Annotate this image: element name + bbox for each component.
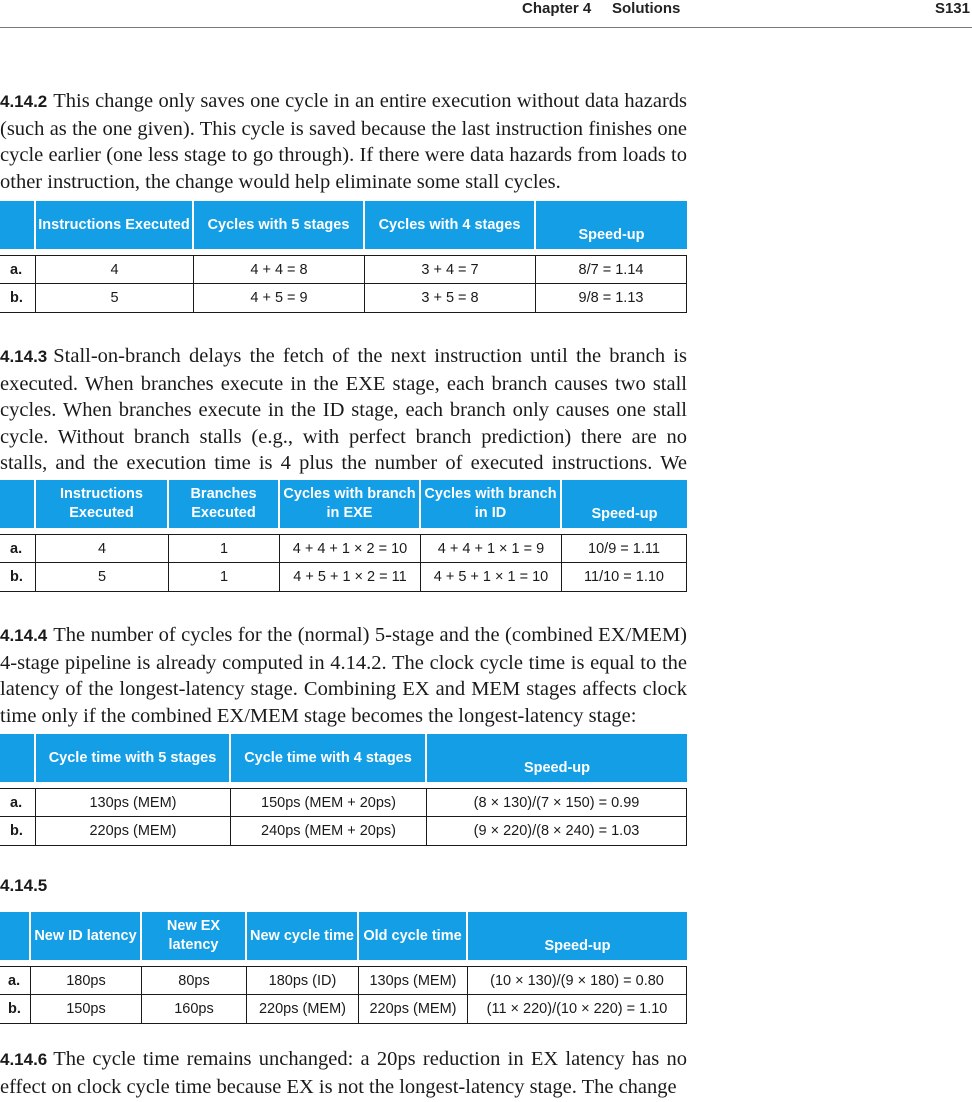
table-cell: 150ps bbox=[31, 995, 142, 1024]
table-cell: 180ps bbox=[31, 966, 142, 995]
row-label: b. bbox=[0, 817, 36, 846]
column-header: Cycle time with 4 stages bbox=[231, 734, 427, 782]
paragraph-text: The number of cycles for the (normal) 5-stage and the (combined EX/MEM) 4-stage pipeline is already computed in 4.14.2. The clock cycle time is equal to the latency of the longest-latency stage. Combining EX and MEM stages affects clock time only if the combined EX/MEM stage becomes the longest-latency stage: bbox=[0, 624, 687, 727]
table-4-14-5 bbox=[0, 912, 687, 1024]
table-cell: 4 + 4 = 8 bbox=[194, 255, 365, 284]
table-cell: 220ps (MEM) bbox=[359, 995, 468, 1024]
row-label: a. bbox=[0, 966, 31, 995]
table-cell: 1 bbox=[169, 563, 280, 592]
table-cell: 160ps bbox=[142, 995, 247, 1024]
table-cell: 5 bbox=[36, 284, 194, 313]
row-label-header bbox=[0, 734, 36, 782]
table-cell: 4 + 5 + 1 × 1 = 10 bbox=[421, 563, 562, 592]
column-header: Cycles with branch in EXE bbox=[280, 480, 421, 528]
table-row bbox=[0, 817, 687, 846]
column-header: Cycles with branch in ID bbox=[421, 480, 562, 528]
column-header: Cycle time with 5 stages bbox=[36, 734, 231, 782]
row-label: a. bbox=[0, 788, 36, 817]
table-cell: 4 bbox=[36, 534, 169, 563]
row-label: b. bbox=[0, 995, 31, 1024]
column-header: Speed-up bbox=[468, 912, 687, 960]
row-label: a. bbox=[0, 534, 36, 563]
table-cell: 5 bbox=[36, 563, 169, 592]
section-number: 4.14.4 bbox=[0, 626, 48, 645]
table-4-14-4 bbox=[0, 734, 687, 846]
table-4-14-3 bbox=[0, 480, 687, 592]
column-header: Old cycle time bbox=[359, 912, 468, 960]
paragraph-text: This change only saves one cycle in an entire execution without data hazards (such as the one given). This cycle is saved because the last instruction finishes one cycle earlier (one less stage to go through). If there were data hazards from loads to other instruction, the change would help eliminate some stall cycles. bbox=[0, 90, 687, 193]
table-cell: 180ps (ID) bbox=[247, 966, 359, 995]
section-number: 4.14.5 bbox=[0, 876, 48, 895]
table-row bbox=[0, 255, 687, 284]
table-row bbox=[0, 788, 687, 817]
table-row bbox=[0, 534, 687, 563]
table-row bbox=[0, 966, 687, 995]
table-header-row bbox=[0, 734, 687, 782]
table-cell: 4 bbox=[36, 255, 194, 284]
row-label-header bbox=[0, 480, 36, 528]
table-cell: 11/10 = 1.10 bbox=[562, 563, 687, 592]
table-cell: (10 × 130)/(9 × 180) = 0.80 bbox=[468, 966, 687, 995]
table-cell: (9 × 220)/(8 × 240) = 1.03 bbox=[427, 817, 687, 846]
paragraph-text: Stall-on-branch delays the fetch of the next instruction until the branch is executed. When branches execute in the EXE stage, each branch causes two stall cycles. When branches execute in the ID stage, each branch only causes one stall cycle. Without branch stalls (e.g., with perfect branch prediction) there are no stalls, and the execution time is 4 plus the number of executed instructions. We bbox=[0, 345, 687, 474]
section-number: 4.14.3 bbox=[0, 347, 48, 366]
table-cell: 1 bbox=[169, 534, 280, 563]
column-header: New ID latency bbox=[31, 912, 142, 960]
table-cell: 130ps (MEM) bbox=[36, 788, 231, 817]
column-header: Cycles with 5 stages bbox=[194, 201, 365, 249]
table-header-row bbox=[0, 480, 687, 528]
row-label: b. bbox=[0, 563, 36, 592]
table-cell: 4 + 5 + 1 × 2 = 11 bbox=[280, 563, 421, 592]
column-header: Branches Executed bbox=[169, 480, 280, 528]
table-4-14-2 bbox=[0, 201, 687, 313]
row-label-header bbox=[0, 201, 36, 249]
paragraph-4-14-2 bbox=[0, 88, 687, 195]
column-header: Instructions Executed bbox=[36, 201, 194, 249]
table-cell: 220ps (MEM) bbox=[247, 995, 359, 1024]
table-header-row bbox=[0, 912, 687, 960]
chapter-label: Chapter 4 bbox=[522, 0, 592, 17]
table-cell: 4 + 4 + 1 × 2 = 10 bbox=[280, 534, 421, 563]
table-cell: 9/8 = 1.13 bbox=[536, 284, 687, 313]
table-row bbox=[0, 563, 687, 592]
table-cell: 4 + 4 + 1 × 1 = 9 bbox=[421, 534, 562, 563]
table-cell: 10/9 = 1.11 bbox=[562, 534, 687, 563]
row-label-header bbox=[0, 912, 31, 960]
column-header: Cycles with 4 stages bbox=[365, 201, 536, 249]
table-cell: 150ps (MEM + 20ps) bbox=[231, 788, 427, 817]
page-header bbox=[0, 0, 972, 28]
row-label: b. bbox=[0, 284, 36, 313]
column-header: Speed-up bbox=[562, 480, 687, 528]
section-number: 4.14.6 bbox=[0, 1050, 48, 1069]
paragraph-4-14-4 bbox=[0, 622, 687, 729]
section-label: Solutions bbox=[612, 0, 681, 17]
column-header: Instructions Executed bbox=[36, 480, 169, 528]
column-header: Speed-up bbox=[427, 734, 687, 782]
row-label: a. bbox=[0, 255, 36, 284]
table-row bbox=[0, 995, 687, 1024]
table-row bbox=[0, 284, 687, 313]
column-header: New EX latency bbox=[142, 912, 247, 960]
table-cell: 130ps (MEM) bbox=[359, 966, 468, 995]
column-header: New cycle time bbox=[247, 912, 359, 960]
table-cell: 3 + 4 = 7 bbox=[365, 255, 536, 284]
table-cell: 240ps (MEM + 20ps) bbox=[231, 817, 427, 846]
table-cell: 4 + 5 = 9 bbox=[194, 284, 365, 313]
table-cell: 80ps bbox=[142, 966, 247, 995]
table-cell: (8 × 130)/(7 × 150) = 0.99 bbox=[427, 788, 687, 817]
table-cell: (11 × 220)/(10 × 220) = 1.10 bbox=[468, 995, 687, 1024]
table-cell: 3 + 5 = 8 bbox=[365, 284, 536, 313]
section-number: 4.14.2 bbox=[0, 92, 48, 111]
table-cell: 8/7 = 1.14 bbox=[536, 255, 687, 284]
paragraph-4-14-6 bbox=[0, 1046, 687, 1100]
paragraph-4-14-3 bbox=[0, 343, 687, 503]
page-number: S131 bbox=[934, 0, 970, 17]
paragraph-text: The cycle time remains unchanged: a 20ps reduction in EX latency has no effect on clock cycle time because EX is not the longest-latency stage. The change bbox=[0, 1048, 687, 1098]
table-cell: 220ps (MEM) bbox=[36, 817, 231, 846]
table-header-row bbox=[0, 201, 687, 249]
column-header: Speed-up bbox=[536, 201, 687, 249]
